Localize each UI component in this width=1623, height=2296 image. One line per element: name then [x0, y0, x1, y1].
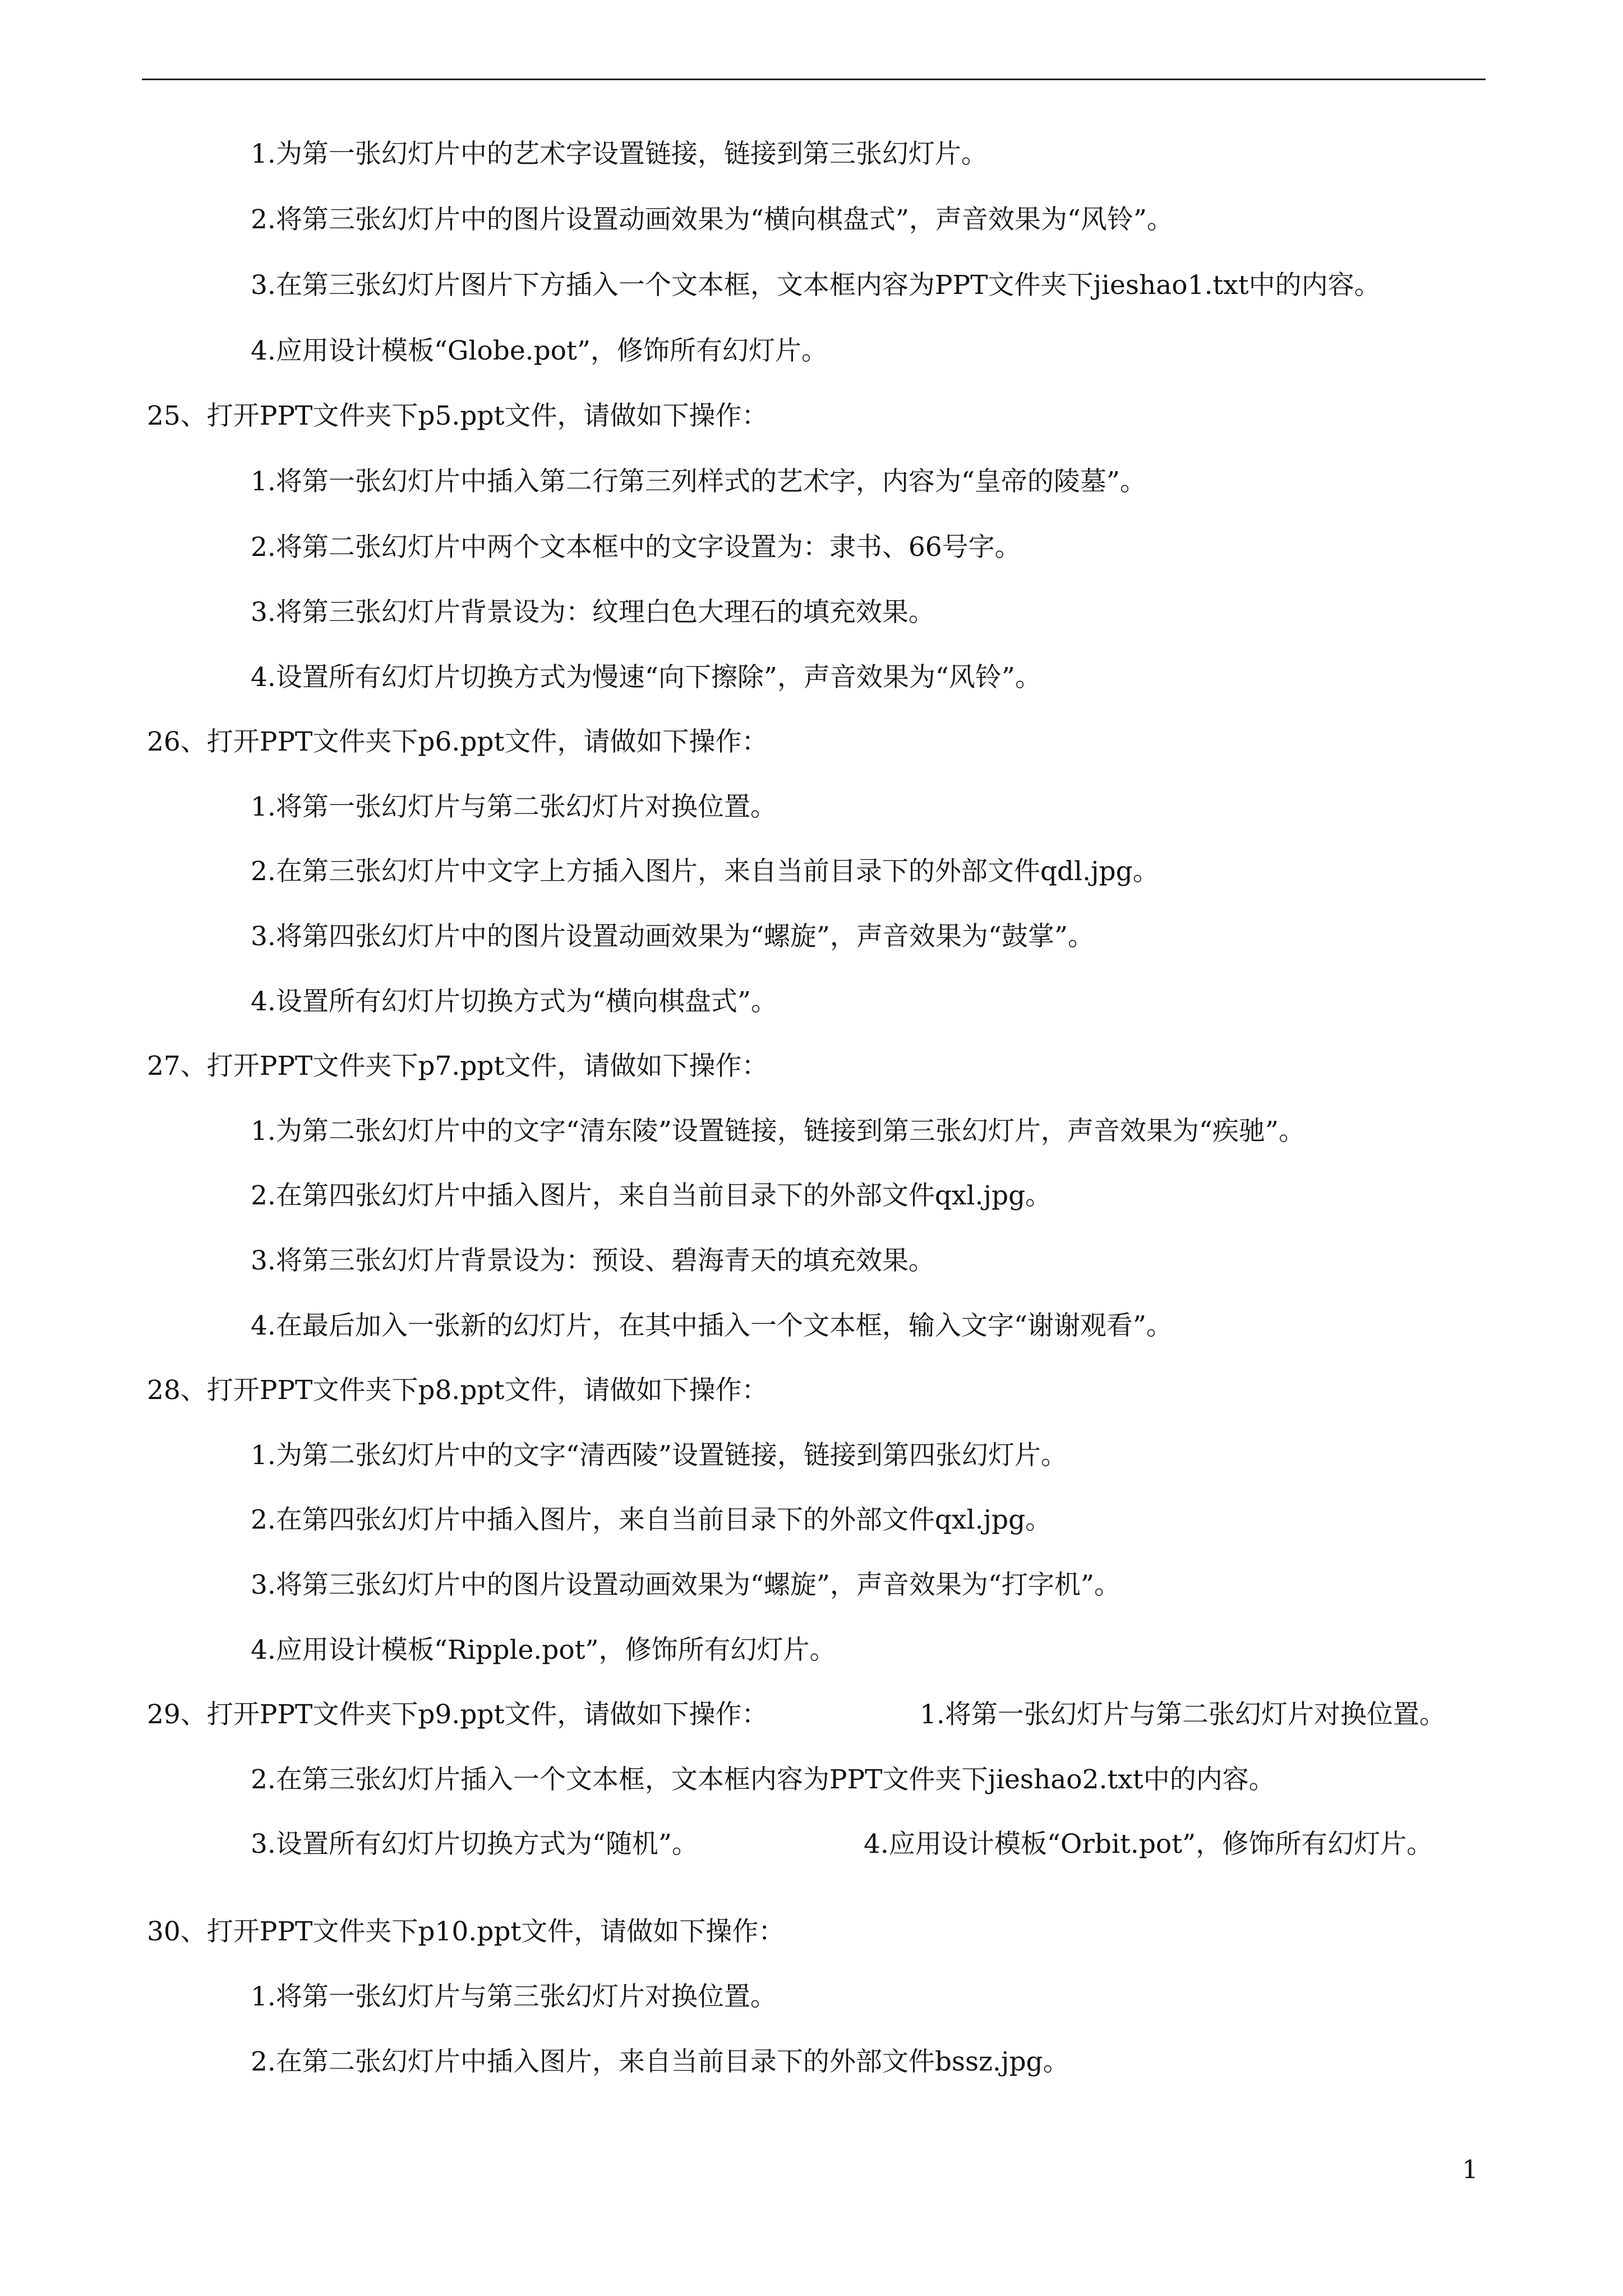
question-heading: 29、打开PPT文件夹下p9.ppt文件，请做如下操作： [147, 1699, 768, 1730]
step-line: 3.将第四张幻灯片中的图片设置动画效果为“螺旋”，声音效果为“鼓掌”。 [251, 921, 1094, 952]
step-line: 3.在第三张幻灯片图片下方插入一个文本框，文本框内容为PPT文件夹下jieshao1.txt中的内容。 [251, 270, 1381, 301]
step-line: 2.将第三张幻灯片中的图片设置动画效果为“横向棋盘式”，声音效果为“风铃”。 [251, 204, 1173, 235]
step-line: 1.将第一张幻灯片与第二张幻灯片对换位置。 [920, 1699, 1446, 1730]
step-line: 2.在第三张幻灯片中文字上方插入图片，来自当前目录下的外部文件qdl.jpg。 [251, 856, 1159, 887]
header-rule [142, 79, 1486, 80]
step-line: 2.将第二张幻灯片中两个文本框中的文字设置为：隶书、66号字。 [251, 532, 1021, 563]
step-line: 4.应用设计模板“Ripple.pot”，修饰所有幻灯片。 [251, 1635, 836, 1665]
step-line: 1.将第一张幻灯片与第二张幻灯片对换位置。 [251, 792, 777, 822]
step-line: 3.将第三张幻灯片背景设为：预设、碧海青天的填充效果。 [251, 1245, 935, 1276]
step-line: 4.设置所有幻灯片切换方式为“横向棋盘式”。 [251, 986, 777, 1017]
question-heading: 28、打开PPT文件夹下p8.ppt文件，请做如下操作： [147, 1375, 768, 1406]
step-line: 1.为第二张幻灯片中的文字“清西陵”设置链接，链接到第四张幻灯片。 [251, 1440, 1067, 1471]
step-line: 4.设置所有幻灯片切换方式为慢速“向下擦除”，声音效果为“风铃”。 [251, 662, 1041, 693]
step-line: 1.将第一张幻灯片中插入第二行第三列样式的艺术字，内容为“皇帝的陵墓”。 [251, 466, 1146, 497]
page-number: 1 [1462, 2155, 1478, 2184]
step-line: 3.将第三张幻灯片背景设为：纹理白色大理石的填充效果。 [251, 597, 935, 628]
question-heading: 26、打开PPT文件夹下p6.ppt文件，请做如下操作： [147, 726, 768, 757]
step-line: 3.将第三张幻灯片中的图片设置动画效果为“螺旋”，声音效果为“打字机”。 [251, 1570, 1121, 1600]
step-line: 4.在最后加入一张新的幻灯片，在其中插入一个文本框，输入文字“谢谢观看”。 [251, 1310, 1173, 1341]
step-line: 1.为第二张幻灯片中的文字“清东陵”设置链接，链接到第三张幻灯片，声音效果为“疾驰”。 [251, 1116, 1305, 1147]
question-heading: 27、打开PPT文件夹下p7.ppt文件，请做如下操作： [147, 1051, 768, 1082]
step-line: 2.在第四张幻灯片中插入图片，来自当前目录下的外部文件qxl.jpg。 [251, 1504, 1052, 1535]
step-line: 3.设置所有幻灯片切换方式为“随机”。 [251, 1829, 698, 1860]
step-line: 1.为第一张幻灯片中的艺术字设置链接，链接到第三张幻灯片。 [251, 139, 988, 169]
step-line: 2.在第二张幻灯片中插入图片，来自当前目录下的外部文件bssz.jpg。 [251, 2046, 1069, 2077]
step-line: 4.应用设计模板“Globe.pot”，修饰所有幻灯片。 [251, 335, 828, 366]
step-line: 1.将第一张幻灯片与第三张幻灯片对换位置。 [251, 1981, 777, 2012]
step-line: 2.在第三张幻灯片插入一个文本框，文本框内容为PPT文件夹下jieshao2.txt中的内容。 [251, 1764, 1275, 1795]
question-heading: 30、打开PPT文件夹下p10.ppt文件，请做如下操作： [147, 1916, 785, 1947]
question-heading: 25、打开PPT文件夹下p5.ppt文件，请做如下操作： [147, 401, 768, 431]
step-line: 2.在第四张幻灯片中插入图片，来自当前目录下的外部文件qxl.jpg。 [251, 1180, 1052, 1211]
step-line: 4.应用设计模板“Orbit.pot”，修饰所有幻灯片。 [864, 1829, 1433, 1860]
